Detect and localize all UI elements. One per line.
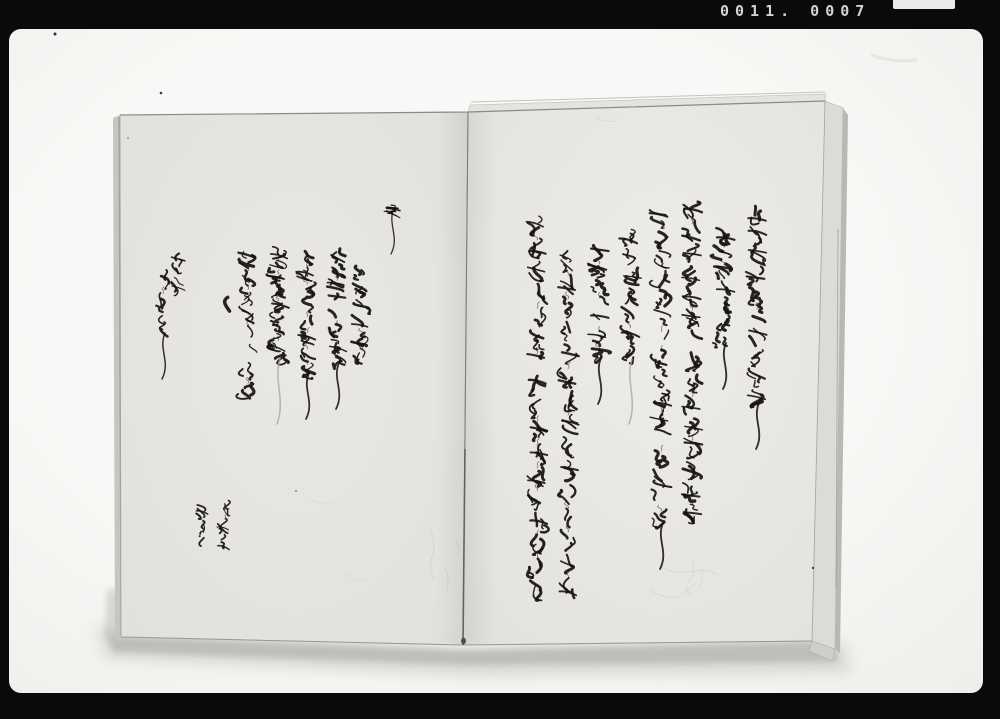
manuscript-book bbox=[9, 29, 983, 693]
frame-counter: 0011. 0007 bbox=[720, 2, 871, 20]
right-page bbox=[463, 101, 825, 645]
film-edge-tab bbox=[893, 0, 955, 9]
gutter-shade-right bbox=[463, 111, 497, 645]
photo-area bbox=[9, 29, 983, 693]
left-page bbox=[120, 112, 468, 645]
